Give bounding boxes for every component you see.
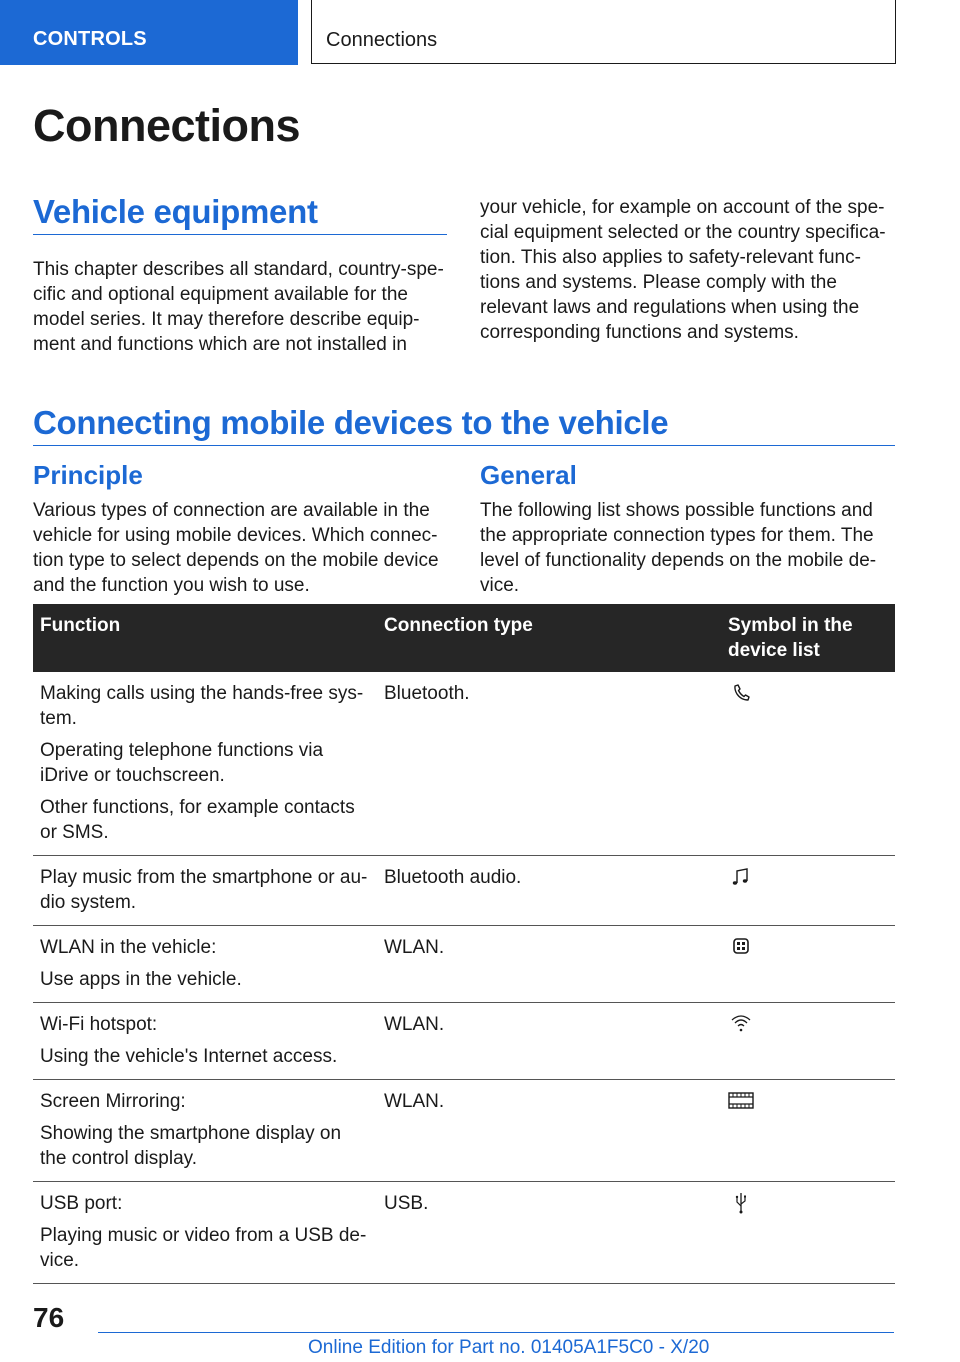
header-chapter-box bbox=[311, 0, 896, 64]
symbol-cell bbox=[721, 1003, 895, 1080]
symbol-cell bbox=[721, 1080, 895, 1182]
function-text: Using the vehicle's Internet access. bbox=[40, 1046, 338, 1067]
connection-cell: Bluetooth audio. bbox=[377, 856, 721, 926]
connection-cell: USB. bbox=[377, 1182, 721, 1284]
function-text: USB port: bbox=[40, 1193, 123, 1214]
vehicle-equipment-text-right: your vehicle, for example on account of the spe-cial equipment selected or the country specifica-tion. This also applies to safety-relevant func-tions and systems. Please comply with the relevant laws and regulations when using the corresponding functions and systems. bbox=[480, 197, 886, 343]
function-cell bbox=[33, 672, 377, 856]
table-row bbox=[33, 1003, 895, 1080]
wifi-icon bbox=[728, 1012, 754, 1036]
page-title: Connections bbox=[33, 100, 301, 151]
general-heading: General bbox=[480, 460, 577, 490]
connection-cell: WLAN. bbox=[377, 1003, 721, 1080]
general-text: The following list shows possible functions and the appropriate connection types for them. The level of functionality depends on the mobile de-vice. bbox=[480, 500, 877, 596]
header-chapter-label: Connections bbox=[326, 29, 438, 51]
symbol-cell bbox=[721, 672, 895, 856]
vehicle-equipment-heading: Vehicle equipment bbox=[33, 193, 318, 230]
table-row bbox=[33, 1080, 895, 1182]
phone-icon bbox=[728, 681, 754, 705]
header-section-tab bbox=[0, 0, 298, 65]
screen-mirroring-icon bbox=[728, 1089, 754, 1113]
connecting-heading: Connecting mobile devices to the vehicle bbox=[33, 404, 669, 441]
table-header-row bbox=[33, 604, 895, 672]
table-row bbox=[33, 1182, 895, 1284]
vehicle-equipment-text-left: This chapter describes all standard, country-spe-cific and optional equipment available for the model series. It may therefore describe equip-ment and functions which are not installed in bbox=[33, 259, 444, 355]
function-cell bbox=[33, 926, 377, 1003]
footer-edition: Online Edition for Part no. 01405A1F5C0 - X/20 bbox=[308, 1337, 710, 1358]
function-text: WLAN in the vehicle: bbox=[40, 937, 217, 958]
function-text: Operating telephone functions via iDrive or touchscreen. bbox=[40, 740, 324, 786]
connecting-rule bbox=[33, 445, 895, 446]
connection-cell: WLAN. bbox=[377, 1080, 721, 1182]
function-cell bbox=[33, 1003, 377, 1080]
function-text: Other functions, for example contacts or SMS. bbox=[40, 797, 355, 843]
page-number: 76 bbox=[33, 1302, 65, 1333]
connection-table bbox=[33, 604, 895, 1284]
function-text: Making calls using the hands-free sys-tem. bbox=[40, 683, 364, 729]
symbol-cell bbox=[721, 926, 895, 1003]
footer-rule bbox=[98, 1332, 894, 1333]
principle-text: Various types of connection are available in the vehicle for using mobile devices. Which connec-tion type to select depends on the mobile device and the function you wish to use. bbox=[33, 500, 439, 596]
music-note-icon bbox=[728, 865, 754, 889]
symbol-cell bbox=[721, 1182, 895, 1284]
function-text: Playing music or video from a USB de-vice. bbox=[40, 1225, 367, 1271]
col-connection-type: Connection type bbox=[377, 604, 721, 672]
apps-icon bbox=[728, 935, 754, 959]
connection-cell: Bluetooth. bbox=[377, 672, 721, 856]
function-text: Screen Mirroring: bbox=[40, 1091, 186, 1112]
header-section-label: CONTROLS bbox=[33, 28, 147, 50]
function-cell bbox=[33, 856, 377, 926]
usb-icon bbox=[728, 1191, 754, 1215]
symbol-cell bbox=[721, 856, 895, 926]
col-symbol: Symbol in the device list bbox=[721, 604, 895, 672]
function-cell bbox=[33, 1182, 377, 1284]
function-text: Use apps in the vehicle. bbox=[40, 969, 242, 990]
principle-heading: Principle bbox=[33, 460, 143, 490]
connection-cell: WLAN. bbox=[377, 926, 721, 1003]
col-function: Function bbox=[33, 604, 377, 672]
function-text: Showing the smartphone display on the control display. bbox=[40, 1123, 342, 1169]
table-row bbox=[33, 926, 895, 1003]
function-text: Play music from the smartphone or au-dio system. bbox=[40, 867, 368, 913]
function-cell bbox=[33, 1080, 377, 1182]
table-row bbox=[33, 672, 895, 856]
function-text: Wi-Fi hotspot: bbox=[40, 1014, 158, 1035]
vehicle-equipment-rule bbox=[33, 234, 447, 235]
table-row bbox=[33, 856, 895, 926]
